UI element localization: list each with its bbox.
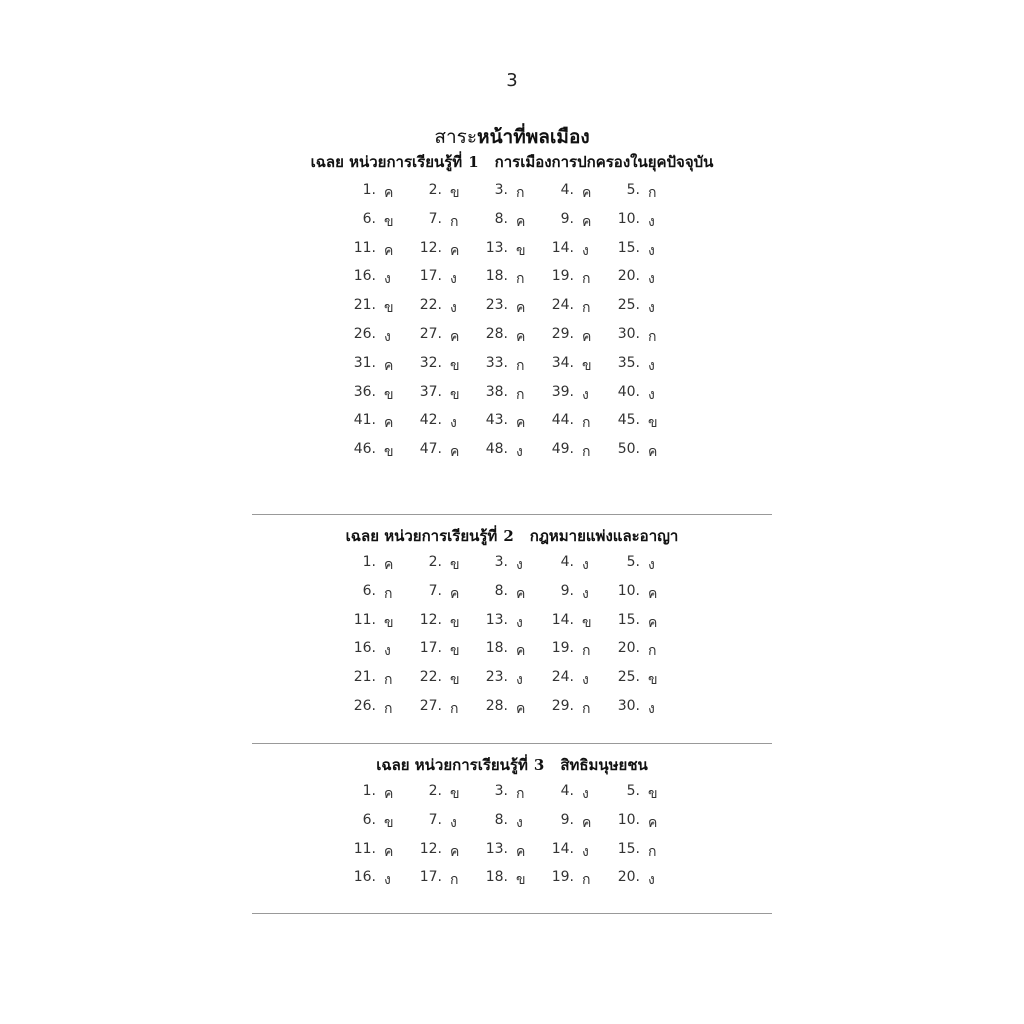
subject-name: หน้าที่พลเมือง: [477, 126, 590, 148]
question-number: 26.: [353, 325, 376, 342]
answer-choice: ข: [450, 786, 460, 802]
answer-choice: ง: [582, 843, 589, 860]
answer-choice: ง: [648, 557, 655, 573]
question-number: 39.: [551, 383, 574, 400]
question-number: 46.: [353, 441, 376, 458]
question-number: 24.: [551, 297, 574, 314]
section-divider: [252, 514, 772, 515]
answer-choice: ค: [648, 444, 658, 461]
answer-choice: ค: [516, 643, 526, 660]
answer-choice: ค: [384, 786, 394, 802]
answer-choice: ก: [582, 700, 591, 717]
answer-choice: ง: [648, 357, 655, 374]
answer-choice: ค: [516, 213, 526, 230]
answer-choice: ข: [582, 614, 592, 631]
question-number: 32.: [419, 354, 442, 371]
answer-choice: ข: [450, 672, 460, 689]
answer-choice: ข: [450, 386, 460, 403]
section-number: 1: [468, 153, 479, 171]
section-label: เฉลย หน่วยการเรียนรู้ที่: [310, 153, 463, 171]
answer-choice: ง: [582, 585, 589, 602]
answer-choice: ก: [384, 700, 393, 717]
answer-choice: ก: [648, 643, 657, 660]
question-number: 14.: [551, 611, 574, 628]
question-number: 18.: [485, 268, 508, 285]
section-heading: [252, 524, 772, 548]
answer-choice: ก: [582, 643, 591, 660]
answer-choice: ค: [384, 415, 394, 432]
answer-choice: ข: [384, 814, 394, 831]
answer-choice: ง: [450, 814, 457, 831]
question-number: 13.: [485, 239, 508, 256]
question-number: 17.: [419, 640, 442, 657]
question-number: 47.: [419, 441, 442, 458]
question-number: 29.: [551, 697, 574, 714]
answer-choice: ข: [450, 357, 460, 374]
answer-choice: ง: [450, 300, 457, 317]
answer-choice: ข: [384, 213, 394, 230]
question-number: 9.: [560, 811, 574, 828]
answer-choice: ง: [516, 814, 523, 831]
answer-choice: ก: [516, 357, 525, 374]
answer-choice: ข: [384, 444, 394, 461]
question-number: 17.: [419, 268, 442, 285]
answer-choice: ค: [582, 814, 592, 831]
answer-choice: ง: [384, 271, 391, 288]
question-number: 3.: [494, 182, 508, 198]
question-number: 6.: [362, 811, 376, 828]
question-number: 35.: [617, 354, 640, 371]
answer-choice: ก: [384, 585, 393, 602]
answer-choice: ค: [450, 444, 460, 461]
answer-choice: ง: [648, 386, 655, 403]
answer-choice: ข: [648, 415, 658, 432]
section-divider: [252, 913, 772, 914]
question-number: 25.: [617, 297, 640, 314]
question-number: 15.: [617, 239, 640, 256]
answer-choice: ก: [516, 185, 525, 201]
question-number: 16.: [353, 268, 376, 285]
answer-choice: ข: [384, 386, 394, 403]
question-number: 14.: [551, 239, 574, 256]
answer-choice: ง: [384, 328, 391, 345]
answer-section-3: [252, 753, 772, 889]
question-number: 19.: [551, 640, 574, 657]
answer-choice: ข: [384, 300, 394, 317]
answer-choice: ง: [582, 386, 589, 403]
question-number: 23.: [485, 669, 508, 686]
question-number: 18.: [485, 869, 508, 886]
question-number: 16.: [353, 640, 376, 657]
question-number: 1.: [362, 783, 376, 799]
answer-choice: ง: [648, 872, 655, 889]
question-number: 3.: [494, 554, 508, 570]
answer-choice: ง: [450, 271, 457, 288]
answer-choice: ค: [516, 700, 526, 717]
answer-choice: ง: [648, 271, 655, 288]
question-number: 19.: [551, 268, 574, 285]
answer-choice: ง: [648, 242, 655, 259]
question-number: 13.: [485, 840, 508, 857]
question-number: 15.: [617, 840, 640, 857]
question-number: 4.: [560, 554, 574, 570]
question-number: 27.: [419, 325, 442, 342]
section-heading: [252, 150, 772, 174]
answer-choice: ง: [648, 300, 655, 317]
question-number: 19.: [551, 869, 574, 886]
question-number: 18.: [485, 640, 508, 657]
question-number: 12.: [419, 239, 442, 256]
question-number: 20.: [617, 640, 640, 657]
answer-choice: ง: [582, 242, 589, 259]
answer-choice: ค: [384, 557, 394, 573]
question-number: 49.: [551, 441, 574, 458]
answer-choice: ค: [384, 357, 394, 374]
answer-choice: ง: [648, 700, 655, 717]
answer-choice: ค: [384, 185, 394, 201]
answer-choice: ค: [384, 843, 394, 860]
answer-choice: ก: [516, 271, 525, 288]
question-number: 8.: [494, 210, 508, 227]
question-number: 12.: [419, 611, 442, 628]
question-number: 10.: [617, 210, 640, 227]
answer-choice: ง: [582, 786, 589, 802]
answer-choice: ก: [582, 415, 591, 432]
section-heading: [252, 753, 772, 777]
answer-choice: ง: [384, 872, 391, 889]
question-number: 33.: [485, 354, 508, 371]
question-number: 48.: [485, 441, 508, 458]
answer-choice: ค: [516, 415, 526, 432]
page-number: 3: [506, 70, 518, 91]
answer-choice: ก: [450, 700, 459, 717]
answer-choice: ค: [648, 614, 658, 631]
answer-choice: ก: [450, 872, 459, 889]
answer-choice: ข: [582, 357, 592, 374]
question-number: 24.: [551, 669, 574, 686]
question-number: 1.: [362, 554, 376, 570]
question-number: 14.: [551, 840, 574, 857]
question-number: 30.: [617, 325, 640, 342]
question-number: 45.: [617, 412, 640, 429]
answer-section-1: [252, 150, 772, 461]
answer-choice: ง: [516, 557, 523, 573]
answer-choice: ง: [582, 672, 589, 689]
section-label: เฉลย หน่วยการเรียนรู้ที่: [345, 527, 498, 545]
question-number: 20.: [617, 869, 640, 886]
question-number: 6.: [362, 582, 376, 599]
answer-choice: ก: [648, 328, 657, 345]
answer-choice: ค: [582, 185, 592, 201]
section-title: กฎหมายแพ่งและอาญา: [529, 527, 679, 545]
question-number: 2.: [428, 554, 442, 570]
answer-choice: ง: [516, 672, 523, 689]
question-number: 17.: [419, 869, 442, 886]
question-number: 13.: [485, 611, 508, 628]
answer-choice: ง: [516, 444, 523, 461]
question-number: 31.: [353, 354, 376, 371]
answer-choice: ก: [582, 271, 591, 288]
section-label: เฉลย หน่วยการเรียนรู้ที่: [376, 756, 528, 774]
question-number: 12.: [419, 840, 442, 857]
question-number: 34.: [551, 354, 574, 371]
answer-choice: ง: [648, 213, 655, 230]
question-number: 8.: [494, 582, 508, 599]
question-number: 41.: [353, 412, 376, 429]
answer-choice: ค: [516, 328, 526, 345]
subject-title: [0, 122, 1024, 152]
answer-choice: ข: [516, 242, 526, 259]
question-number: 10.: [617, 582, 640, 599]
section-divider: [252, 743, 772, 744]
question-number: 27.: [419, 697, 442, 714]
answer-choice: ข: [648, 786, 658, 802]
question-number: 3.: [494, 783, 508, 799]
question-number: 30.: [617, 697, 640, 714]
question-number: 37.: [419, 383, 442, 400]
answer-choice: ข: [648, 672, 658, 689]
question-number: 11.: [353, 239, 376, 256]
question-number: 4.: [560, 783, 574, 799]
answer-choice: ค: [648, 585, 658, 602]
answer-choice: ก: [582, 444, 591, 461]
answer-choice: ง: [450, 415, 457, 432]
answer-choice: ก: [516, 786, 525, 802]
question-number: 21.: [353, 669, 376, 686]
question-number: 22.: [419, 669, 442, 686]
question-number: 10.: [617, 811, 640, 828]
question-number: 11.: [353, 840, 376, 857]
answer-choice: ข: [450, 185, 460, 201]
question-number: 20.: [617, 268, 640, 285]
question-number: 23.: [485, 297, 508, 314]
answer-choice: ข: [450, 643, 460, 660]
question-number: 6.: [362, 210, 376, 227]
question-number: 40.: [617, 383, 640, 400]
answer-choice: ค: [450, 242, 460, 259]
answer-choice: ค: [450, 328, 460, 345]
subject-prefix: สาระ: [434, 126, 478, 148]
answer-choice: ค: [648, 814, 658, 831]
question-number: 36.: [353, 383, 376, 400]
answer-choice: ข: [516, 872, 526, 889]
question-number: 43.: [485, 412, 508, 429]
answer-choice: ก: [582, 300, 591, 317]
answer-choice: ก: [648, 843, 657, 860]
answer-choice: ก: [648, 185, 657, 201]
question-number: 4.: [560, 182, 574, 198]
section-title: สิทธิมนุษยชน: [560, 756, 648, 774]
question-number: 8.: [494, 811, 508, 828]
question-number: 16.: [353, 869, 376, 886]
answer-choice: ก: [582, 872, 591, 889]
question-number: 7.: [428, 811, 442, 828]
question-number: 15.: [617, 611, 640, 628]
answer-choice: ง: [582, 557, 589, 573]
answer-choice: ข: [450, 614, 460, 631]
answer-choice: ค: [384, 242, 394, 259]
question-number: 50.: [617, 441, 640, 458]
question-number: 26.: [353, 697, 376, 714]
answer-choice: ง: [516, 614, 523, 631]
question-number: 2.: [428, 783, 442, 799]
answer-choice: ข: [450, 557, 460, 573]
question-number: 28.: [485, 697, 508, 714]
answer-choice: ค: [582, 328, 592, 345]
answer-choice: ง: [384, 643, 391, 660]
question-number: 7.: [428, 582, 442, 599]
answer-choice: ค: [450, 585, 460, 602]
question-number: 29.: [551, 325, 574, 342]
question-number: 42.: [419, 412, 442, 429]
section-title: การเมืองการปกครองในยุคปัจจุบัน: [494, 153, 714, 171]
answer-choice: ค: [516, 843, 526, 860]
question-number: 2.: [428, 182, 442, 198]
answer-choice: ข: [384, 614, 394, 631]
question-number: 38.: [485, 383, 508, 400]
question-number: 5.: [626, 182, 640, 198]
answer-choice: ค: [516, 585, 526, 602]
question-number: 9.: [560, 582, 574, 599]
answer-choice: ก: [516, 386, 525, 403]
question-number: 44.: [551, 412, 574, 429]
answer-choice: ก: [450, 213, 459, 230]
question-number: 5.: [626, 783, 640, 799]
question-number: 11.: [353, 611, 376, 628]
question-number: 22.: [419, 297, 442, 314]
question-number: 21.: [353, 297, 376, 314]
answer-choice: ค: [516, 300, 526, 317]
section-number: 3: [533, 756, 545, 774]
section-number: 2: [503, 527, 514, 545]
question-number: 28.: [485, 325, 508, 342]
question-number: 1.: [362, 182, 376, 198]
answer-choice: ก: [384, 672, 393, 689]
question-number: 25.: [617, 669, 640, 686]
question-number: 9.: [560, 210, 574, 227]
question-number: 7.: [428, 210, 442, 227]
answer-choice: ค: [582, 213, 592, 230]
question-number: 5.: [626, 554, 640, 570]
answer-section-2: [252, 524, 772, 717]
answer-choice: ค: [450, 843, 460, 860]
